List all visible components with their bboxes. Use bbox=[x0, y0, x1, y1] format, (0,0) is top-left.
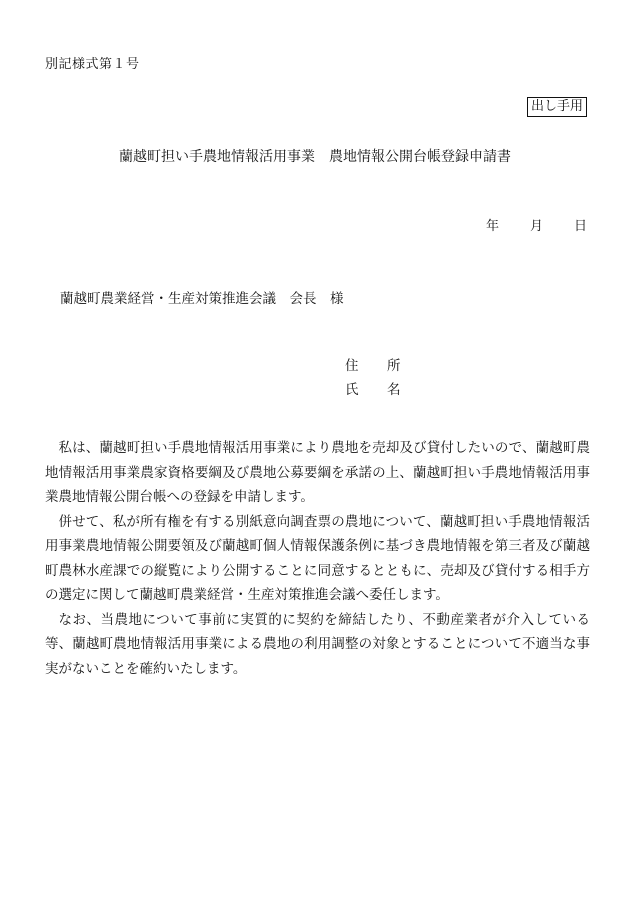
name-label-char-1: 氏 bbox=[345, 382, 359, 398]
month-label: 月 bbox=[529, 219, 543, 234]
address-label-char-1: 住 bbox=[345, 358, 359, 374]
date-line bbox=[455, 215, 587, 234]
application-body bbox=[45, 436, 590, 681]
address-label-char-2: 所 bbox=[387, 358, 401, 374]
name-label-char-2: 名 bbox=[387, 382, 401, 398]
body-paragraph-2: 併せて、私が所有権を有する別紙意向調査票の農地について、蘭越町担い手農地情報活用事業農地情報公開要領及び蘭越町個人情報保護条例に基づき農地情報を第三者及び蘭越町農林水産課での縦覧により公開することに同意するとともに、売却及び貸付する相手方の選定に関して蘭越町農業経営・生産対策推進会議へ委任します。 bbox=[45, 513, 590, 603]
addressee: 蘭越町農業経営・生産対策推進会議 会長 様 bbox=[60, 291, 344, 307]
document-title: 蘭越町担い手農地情報活用事業 農地情報公開台帳登録申請書 bbox=[119, 149, 511, 165]
copy-type-badge: 出し手用 bbox=[527, 97, 587, 117]
day-label: 日 bbox=[573, 219, 587, 234]
body-paragraph-3: なお、当農地について事前に実質的に契約を締結したり、不動産業者が介入している等、蘭越町農地情報活用事業による農地の利用調整の対象とすることについて不適当な事実がないことを確約いたします。 bbox=[45, 611, 590, 677]
body-paragraph-1: 私は、蘭越町担い手農地情報活用事業により農地を売却及び貸付したいので、蘭越町農地情報活用事業農家資格要綱及び農地公募要綱を承諾の上、蘭越町担い手農地情報活用事業農地情報公開台帳への登録を申請します。 bbox=[45, 440, 590, 505]
applicant-address-label bbox=[345, 354, 401, 374]
year-label: 年 bbox=[485, 219, 499, 234]
form-number: 別記様式第１号 bbox=[45, 57, 140, 72]
applicant-name-label bbox=[345, 378, 401, 398]
